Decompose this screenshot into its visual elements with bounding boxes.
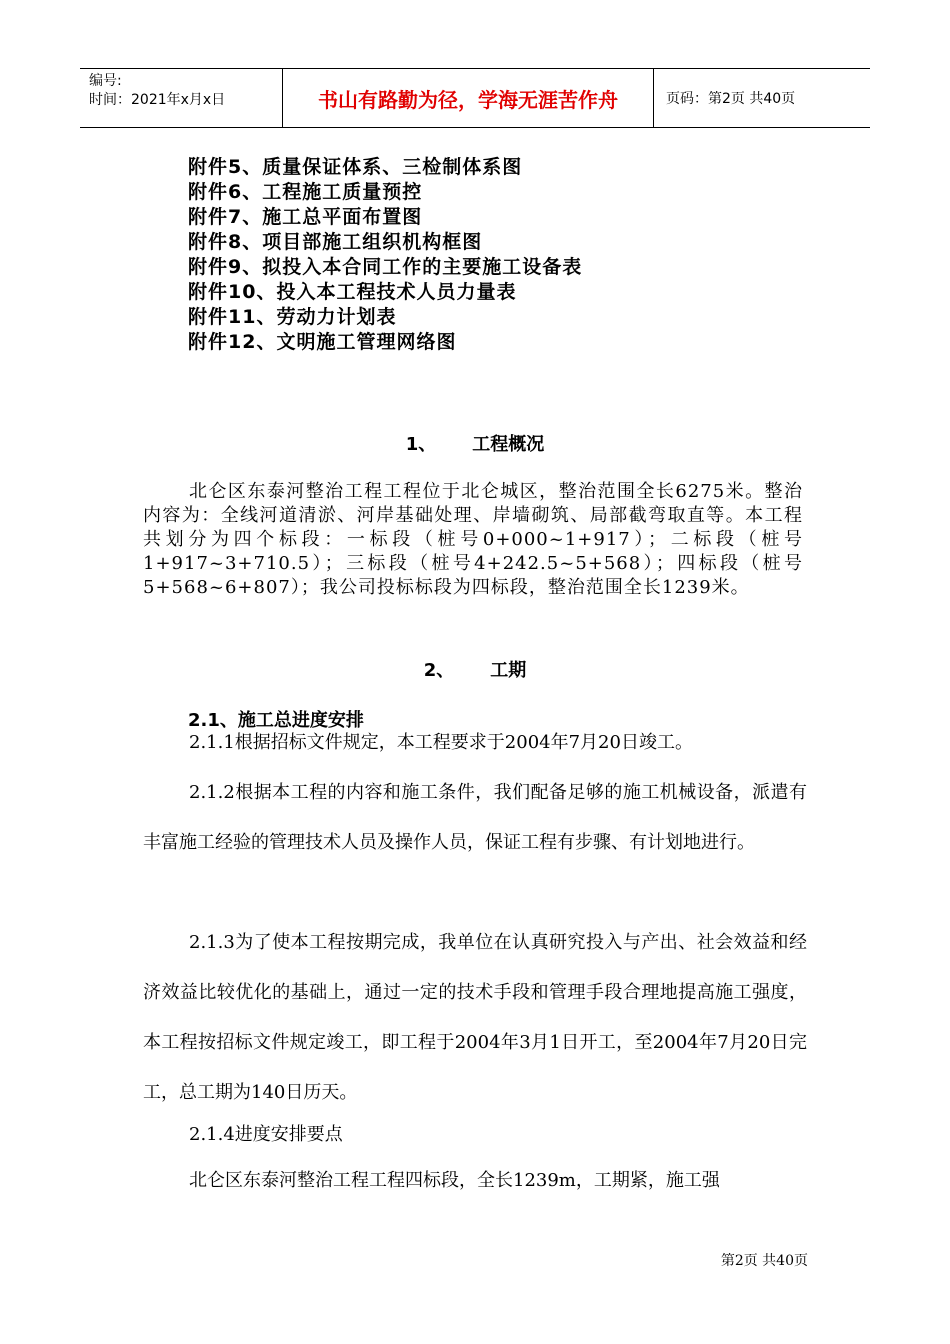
header-page-label: 页码：第2页 共40页 — [666, 91, 796, 107]
appendix-item: 附件12、文明施工管理网络图 — [188, 331, 457, 353]
section2-title: 工期 — [490, 660, 527, 681]
appendix-item: 附件8、项目部施工组织机构框图 — [188, 231, 483, 253]
section1-number: 1、 — [405, 434, 437, 455]
appendix-item: 附件11、劳动力计划表 — [188, 306, 397, 328]
appendix-item: 附件10、投入本工程技术人员力量表 — [188, 281, 517, 303]
header-motto: 书山有路勤为径，学海无涯苦作舟 — [282, 69, 654, 127]
appendix-item: 附件5、质量保证体系、三检制体系图 — [188, 156, 523, 178]
code-label: 编号: — [89, 73, 122, 89]
appendix-item: 附件9、拟投入本合同工作的主要施工设备表 — [188, 256, 583, 278]
page-header — [80, 68, 870, 128]
appendix-item: 附件6、工程施工质量预控 — [188, 181, 423, 203]
body-paragraph: 2.1.1根据招标文件规定，本工程要求于2004年7月20日竣工。 — [189, 732, 693, 753]
section2-subtitle: 2.1、施工总进度安排 — [188, 710, 364, 731]
appendix-list — [188, 155, 582, 355]
time-label: 时间：2021年x月x日 — [89, 92, 226, 108]
header-meta — [80, 69, 282, 127]
body-paragraph: 2.1.3为了使本工程按期完成，我单位在认真研究投入与产出、社会效益和经济效益比较优化的基础上，通过一定的技术手段和管理手段合理地提高施工强度，本工程按招标文件规定竣工，即工程于2004年3月1日开工，至2004年7月20日完工，总工期为140日历天。 — [143, 932, 807, 1103]
page-footer: 第2页 共40页 — [720, 1253, 808, 1269]
section1-title: 工程概况 — [472, 434, 545, 455]
section1-heading — [0, 430, 950, 456]
section2-number: 2、 — [423, 660, 455, 681]
appendix-item: 附件7、施工总平面布置图 — [188, 206, 423, 228]
body-paragraph: 北仑区东泰河整治工程工程四标段，全长1239m，工期紧，施工强 — [189, 1170, 720, 1191]
section1-text: 北仑区东泰河整治工程工程位于北仑城区，整治范围全长6275米。整治内容为：全线河道清淤、河岸基础处理、岸墙砌筑、局部截弯取直等。本工程共划分为四个标段：一标段（桩号0+000~1+917）；二标段（桩号1+917~3+710.5）；三标段（桩号4+242.5~5+568）；四标段（桩号5+568~6+807）；我公司投标标段为四标段，整治范围全长1239米。 — [143, 481, 803, 598]
body-paragraph: 2.1.2根据本工程的内容和施工条件，我们配备足够的施工机械设备，派遣有丰富施工经验的管理技术人员及操作人员，保证工程有步骤、有计划地进行。 — [143, 782, 807, 853]
body-paragraph: 2.1.4进度安排要点 — [189, 1124, 343, 1145]
section2-heading — [0, 656, 950, 682]
